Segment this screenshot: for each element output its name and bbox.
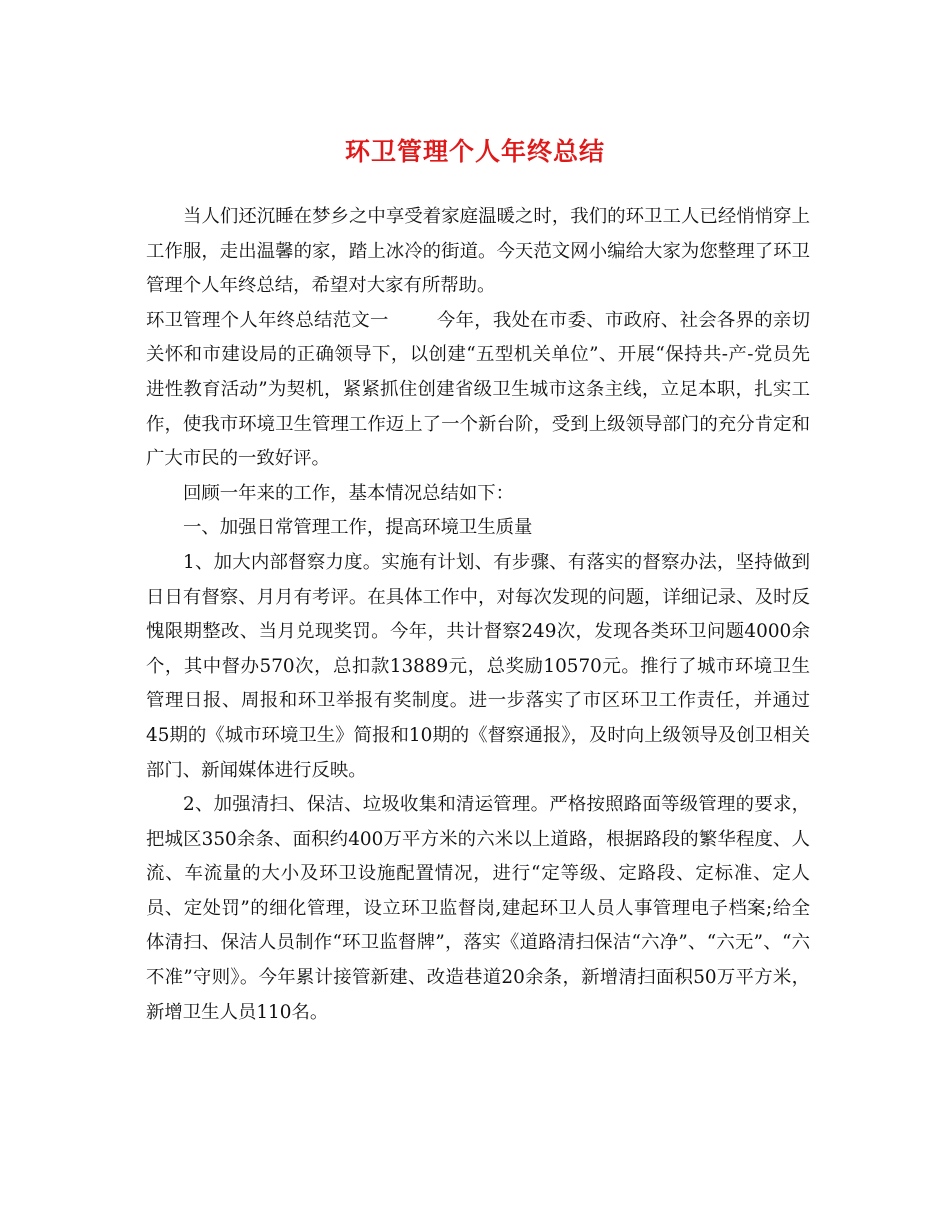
intro-paragraph: 当人们还沉睡在梦乡之中享受着家庭温暖之时，我们的环卫工人已经悄悄穿上工作服，走出温馨的家，踏上冰冷的街道。今天范文网小编给大家为您整理了环卫管理个人年终总结，希望对大家有所帮助。 [146,206,810,297]
review-paragraph: 回顾一年来的工作，基本情况总结如下： [183,482,515,504]
item-one-paragraph: 1、加大内部督察力度。实施有计划、有步骤、有落实的督察办法，坚持做到日日有督察、月月有考评。在具体工作中，对每次发现的问题，详细记录、及时反愧限期整改、当月兑现奖罚。今年，共计督察249次，发现各类环卫问题4000余个，其中督办570次，总扣款13889元，总奖励10570元。推行了城市环境卫生管理日报、周报和环卫举报有奖制度。进一步落实了市区环卫工作责任，并通过45期的《城市环境卫生》简报和10期的《督察通报》，及时向上级领导及创卫相关部门、新闻媒体进行反映。 [146,551,810,781]
document-body [146,200,810,1030]
section-one-heading: 一、加强日常管理工作，提高环境卫生质量 [183,517,533,539]
sample-paragraph [146,304,810,477]
sample-heading: 环卫管理个人年终总结范文一 [146,309,389,331]
sample-body: 今年，我处在市委、市政府、社会各界的亲切关怀和市建设局的正确领导下，以创建“五型机关单位”、开展“保持共-产-党员先进性教育活动”为契机，紧紧抓住创建省级卫生城市这条主线，立足本职，扎实工作，使我市环境卫生管理工作迈上了一个新台阶，受到上级领导部门的充分肯定和广大市民的一致好评。 [146,309,810,470]
item-two-paragraph: 2、加强清扫、保洁、垃圾收集和清运管理。严格按照路面等级管理的要求，把城区350余条、面积约400万平方米的六米以上道路，根据路段的繁华程度、人流、车流量的大小及环卫设施配置情况，进行“定等级、定路段、定标准、定人员、定处罚”的细化管理，设立环卫监督岗,建起环卫人员人事管理电子档案;给全体清扫、保洁人员制作“环卫监督牌”，落实《道路清扫保洁“六净”、“六无”、“六不准”守则》。今年累计接管新建、改造巷道20余条，新增清扫面积50万平方米，新增卫生人员110名。 [146,794,810,1023]
document-title: 环卫管理个人年终总结 [344,137,605,166]
